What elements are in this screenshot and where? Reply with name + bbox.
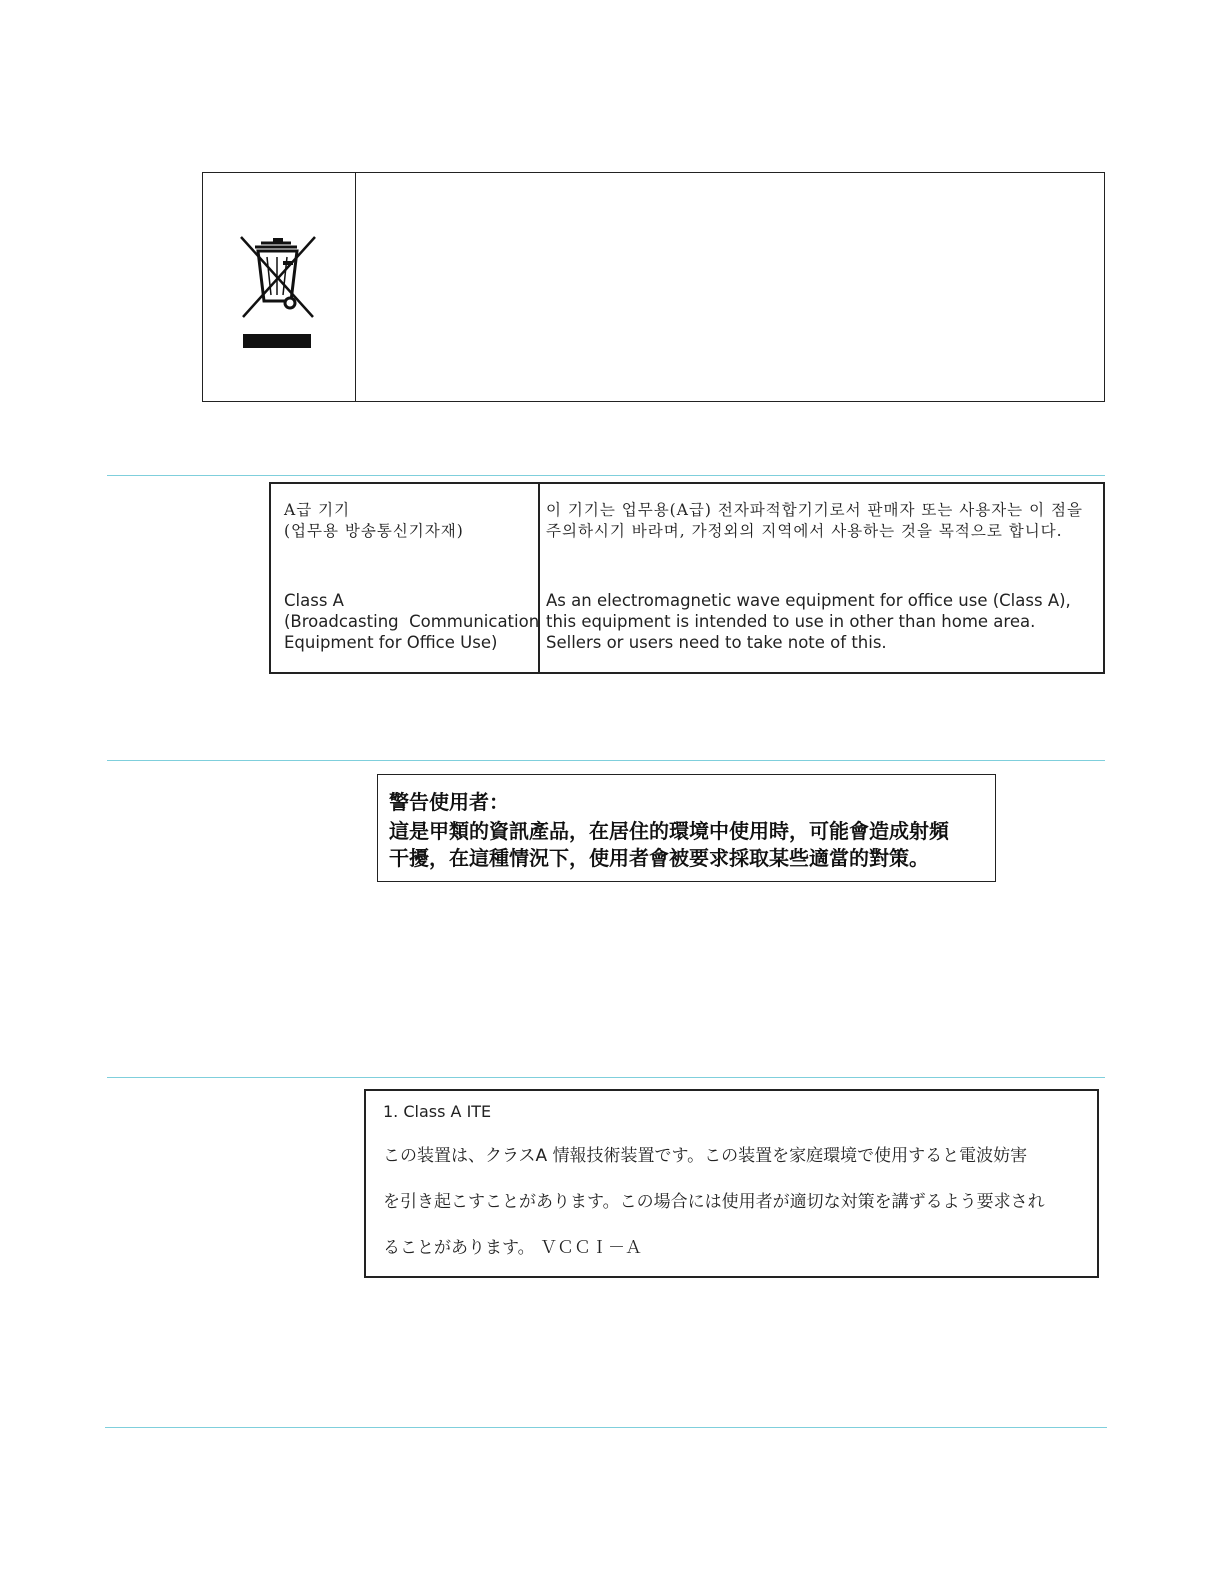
- vcci-statement-line3: ることがあります。 ＶＣＣＩ－Ａ: [383, 1238, 643, 1258]
- section-divider: [107, 1077, 1105, 1078]
- kc-statement-english-line2: this equipment is intended to use in other than home area.: [546, 612, 1036, 631]
- kc-class-english-line3: Equipment for Office Use): [284, 633, 498, 652]
- weee-notice-box: [202, 172, 1105, 402]
- vcci-statement-line1: この装置は、クラスA 情報技術装置です。この装置を家庭環境で使用すると電波妨害: [383, 1146, 1028, 1166]
- kc-class-english-line1: Class A: [284, 591, 344, 610]
- vcci-class-title: 1. Class A ITE: [383, 1102, 492, 1121]
- crossed-out-wheelie-bin-icon: [233, 231, 323, 351]
- section-divider: [107, 760, 1105, 761]
- kc-statement-english-line3: Sellers or users need to take note of this.: [546, 633, 887, 652]
- vcci-statement-line2: を引き起こすことがあります。この場合には使用者が適切な対策を講ずるよう要求され: [383, 1192, 1045, 1212]
- kc-statement-korean: 이 기기는 업무용(A급) 전자파적합기기로서 판매자 또는 사용자는 이 점을 주의하시기 바라며, 가정외의 지역에서 사용하는 것을 목적으로 합니다.: [546, 501, 1083, 540]
- kc-class-label-korean: [284, 500, 464, 542]
- kc-class-english-line2: (Broadcasting Communication: [284, 612, 540, 631]
- section-divider: [107, 475, 1105, 476]
- taiwan-bsmi-notice-box: [377, 774, 996, 882]
- weee-icon-cell: [203, 173, 356, 401]
- taiwan-warning-line2: 干擾，在這種情況下，使用者會被要求採取某些適當的對策。: [389, 846, 929, 870]
- kc-class-label-english: [284, 590, 539, 653]
- kc-class-korean-line1: A급 기기: [284, 501, 351, 519]
- kc-statement-english: [546, 590, 1096, 653]
- taiwan-warning-heading: 警告使用者：: [389, 790, 509, 814]
- kc-class-korean-line2: (업무용 방송통신기자재): [284, 522, 464, 540]
- korea-kc-notice-table: [269, 482, 1105, 674]
- japan-vcci-notice-box: [364, 1089, 1099, 1278]
- kc-statement-english-line1: As an electromagnetic wave equipment for office use (Class A),: [546, 591, 1071, 610]
- section-divider: [105, 1427, 1107, 1428]
- taiwan-warning-line1: 這是甲類的資訊產品，在居住的環境中使用時，可能會造成射頻: [389, 819, 949, 843]
